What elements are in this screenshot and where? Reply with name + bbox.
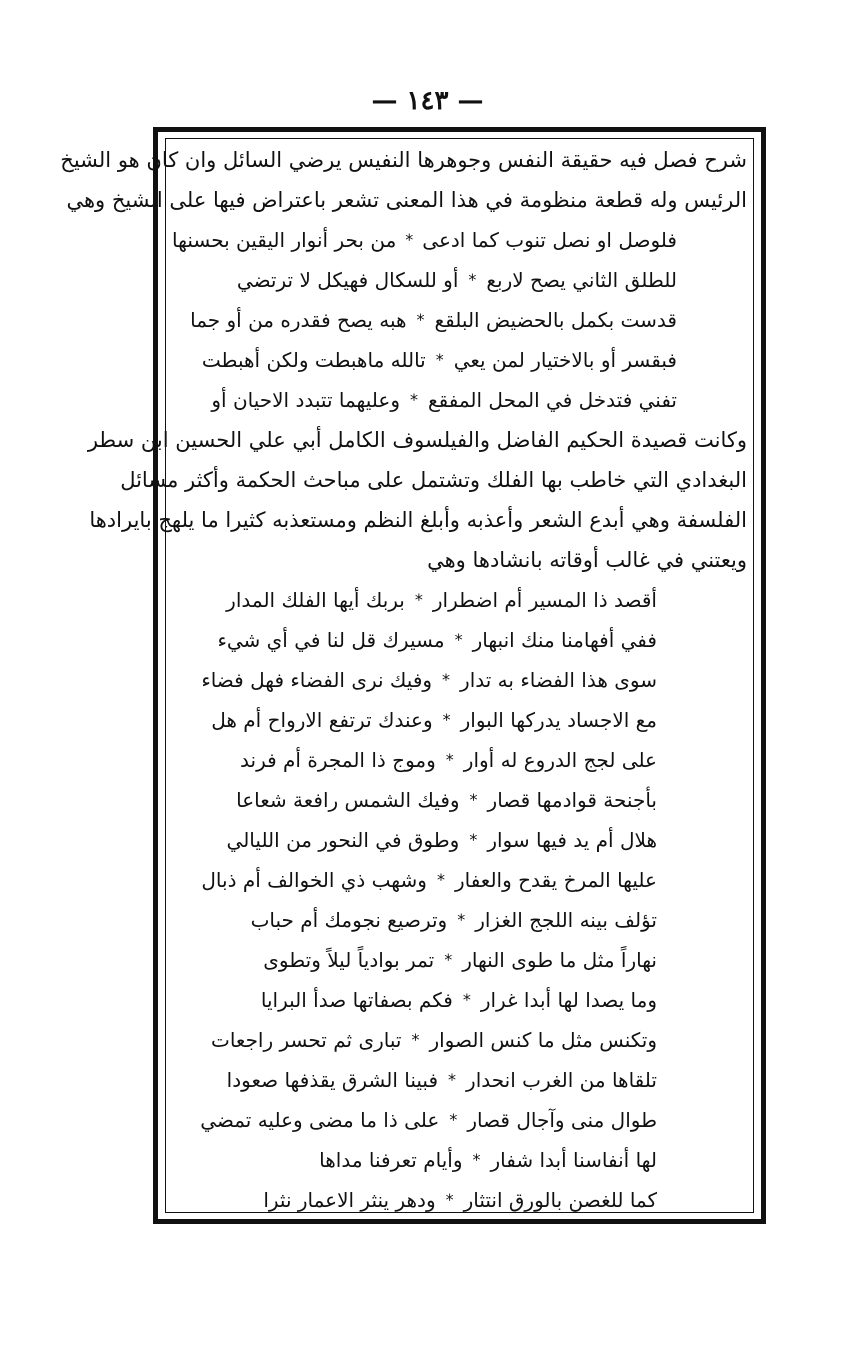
- verse-separator: *: [445, 750, 454, 769]
- verse-line: [172, 1140, 747, 1180]
- verse-line: [172, 780, 747, 820]
- verse-separator: *: [435, 350, 444, 369]
- verse-separator: *: [409, 390, 418, 409]
- verse-second-hemistich: طوال منى وآجال قصار: [467, 1108, 657, 1132]
- verse-separator: *: [472, 1150, 481, 1169]
- verse-first-hemistich: هبه يصح فقدره من أو جما: [190, 308, 407, 332]
- verse-second-hemistich: تفني فتدخل في المحل المفقع: [427, 388, 677, 412]
- verse-first-hemistich: أو للسكال فهيكل لا ترتضي: [236, 268, 459, 292]
- verse-separator: *: [449, 1110, 458, 1129]
- intro-line: شرح فصل فيه حقيقة النفس وجوهرها النفيس يرضي السائل وان كان هو الشيخ: [60, 148, 747, 172]
- verse-separator: *: [454, 630, 463, 649]
- poem-two: [172, 580, 747, 1220]
- verse-first-hemistich: بربك أيها الفلك المدار: [226, 588, 405, 612]
- prose-line: ويعتني في غالب أوقاته بانشادها وهي: [427, 548, 747, 572]
- verse-line: [172, 940, 747, 980]
- verse-first-hemistich: فبينا الشرق يقذفها صعودا: [226, 1068, 439, 1092]
- verse-second-hemistich: قدست بكمل بالحضيض البلقع: [434, 308, 677, 332]
- verse-line: [172, 860, 747, 900]
- verse-separator: *: [414, 590, 423, 609]
- verse-line: [172, 300, 747, 340]
- verse-first-hemistich: وأيام تعرفنا مداها: [319, 1148, 463, 1172]
- verse-line: [172, 340, 747, 380]
- verse-line: [172, 1100, 747, 1140]
- verse-second-hemistich: سوى هذا الفضاء به تدار: [460, 668, 657, 692]
- verse-line: [172, 1020, 747, 1060]
- verse-first-hemistich: مسيرك قل لنا في أي شيء: [217, 628, 445, 652]
- poem-one: [172, 220, 747, 420]
- verse-separator: *: [469, 790, 478, 809]
- verse-second-hemistich: على لجج الدروع له أوار: [463, 748, 657, 772]
- verse-first-hemistich: فكم بصفاتها صدأ البرايا: [260, 988, 453, 1012]
- verse-first-hemistich: وشهب ذي الخوالف أم ذبال: [201, 868, 427, 892]
- verse-line: [172, 980, 747, 1020]
- verse-first-hemistich: وموج ذا المجرة أم فرند: [240, 748, 436, 772]
- verse-first-hemistich: وفيك الشمس رافعة شعاعا: [236, 788, 460, 812]
- verse-line: [172, 580, 747, 620]
- verse-first-hemistich: وعليهما تتبدد الاحيان أو: [211, 388, 400, 412]
- verse-separator: *: [457, 910, 466, 929]
- verse-second-hemistich: هلال أم يد فيها سوار: [487, 828, 657, 852]
- verse-separator: *: [445, 1190, 454, 1209]
- verse-second-hemistich: تؤلف بينه اللجج الغزار: [475, 908, 657, 932]
- verse-separator: *: [442, 710, 451, 729]
- verse-first-hemistich: وفيك نرى الفضاء فهل فضاء: [201, 668, 433, 692]
- verse-first-hemistich: من بحر أنوار اليقين بحسنها: [172, 228, 397, 252]
- page-number: — ١٤٣ —: [371, 86, 484, 116]
- verse-second-hemistich: كما للغصن بالورق انتثار: [463, 1188, 657, 1212]
- verse-second-hemistich: تلقاها من الغرب انحدار: [466, 1068, 657, 1092]
- verse-line: [172, 260, 747, 300]
- verse-line: [172, 660, 747, 700]
- verse-separator: *: [448, 1070, 457, 1089]
- page-body: [60, 140, 747, 1220]
- verse-first-hemistich: وعندك ترتفع الارواح أم هل: [211, 708, 433, 732]
- verse-line: [172, 220, 747, 260]
- verse-separator: *: [468, 270, 477, 289]
- verse-second-hemistich: وما يصدا لها أبدا غرار: [480, 988, 657, 1012]
- verse-second-hemistich: لها أنفاسنا أبدا شفار: [490, 1148, 657, 1172]
- verse-line: [172, 1180, 747, 1220]
- verse-separator: *: [416, 310, 425, 329]
- verse-line: [172, 900, 747, 940]
- verse-line: [172, 700, 747, 740]
- verse-first-hemistich: تبارى ثم تحسر راجعات: [211, 1028, 402, 1052]
- verse-line: [172, 620, 747, 660]
- verse-line: [172, 1060, 747, 1100]
- verse-second-hemistich: أقصد ذا المسير أم اضطرار: [432, 588, 657, 612]
- verse-first-hemistich: تمر بوادياً ليلاً وتطوى: [263, 948, 435, 972]
- verse-first-hemistich: تالله ماهبطت ولكن أهبطت: [201, 348, 426, 372]
- intro-line: الرئيس وله قطعة منظومة في هذا المعنى تشعر باعتراض فيها على الشيخ وهي: [66, 188, 747, 212]
- verse-first-hemistich: ودهر ينثر الاعمار نثرا: [263, 1188, 436, 1212]
- verse-second-hemistich: نهاراً مثل ما طوى النهار: [462, 948, 657, 972]
- verse-line: [172, 820, 747, 860]
- verse-second-hemistich: بأجنحة قوادمها قصار: [487, 788, 657, 812]
- verse-second-hemistich: مع الاجساد يدركها البوار: [460, 708, 657, 732]
- verse-first-hemistich: على ذا ما مضى وعليه تمضي: [200, 1108, 440, 1132]
- verse-second-hemistich: ففي أفهامنا منك انبهار: [472, 628, 657, 652]
- verse-separator: *: [444, 950, 453, 969]
- prose-line: الفلسفة وهي أبدع الشعر وأعذبه وأبلغ النظم ومستعذبه كثيرا ما يلهج بايرادها: [89, 508, 747, 532]
- verse-separator: *: [462, 990, 471, 1009]
- verse-first-hemistich: وطوق في النحور من الليالي: [226, 828, 460, 852]
- verse-second-hemistich: فبقسر أو بالاختيار لمن يعي: [453, 348, 677, 372]
- verse-separator: *: [436, 870, 445, 889]
- verse-line: [172, 380, 747, 420]
- verse-second-hemistich: وتكنس مثل ما كنس الصوار: [429, 1028, 657, 1052]
- verse-second-hemistich: للطلق الثاني يصح لاربع: [486, 268, 677, 292]
- verse-separator: *: [411, 1030, 420, 1049]
- verse-second-hemistich: فلوصل او نصل تنوب كما ادعى: [422, 228, 677, 252]
- verse-separator: *: [442, 670, 451, 689]
- verse-second-hemistich: عليها المرخ يقدح والعفار: [454, 868, 657, 892]
- prose-line: البغدادي التي خاطب بها الفلك وتشتمل على مباحث الحكمة وأكثر مسائل: [120, 468, 747, 492]
- verse-line: [172, 740, 747, 780]
- prose-line: وكانت قصيدة الحكيم الفاضل والفيلسوف الكامل أبي علي الحسين ابن سطر: [87, 428, 747, 452]
- verse-separator: *: [405, 230, 414, 249]
- verse-first-hemistich: وترصيع نجومك أم حباب: [250, 908, 448, 932]
- verse-separator: *: [469, 830, 478, 849]
